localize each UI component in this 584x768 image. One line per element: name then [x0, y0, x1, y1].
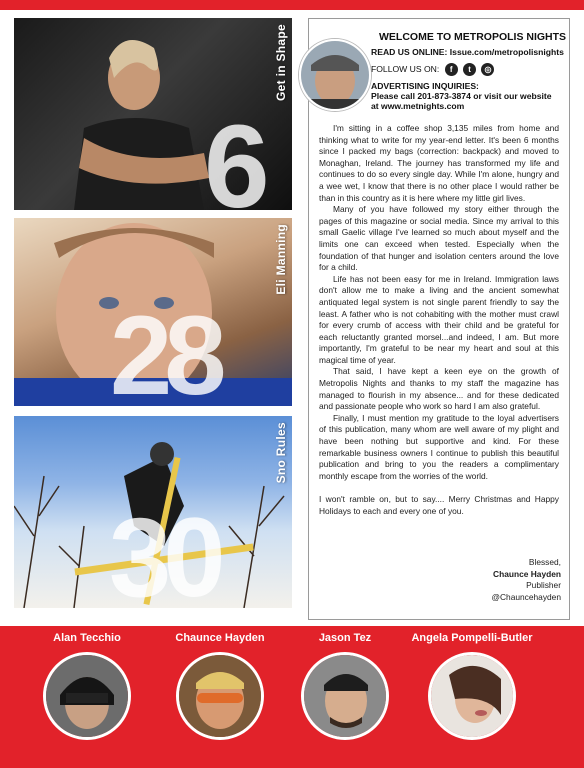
contributor-avatar — [176, 652, 264, 740]
letter-closing: I won't ramble on, but to say.... Merry Christmas and Happy Holidays to each and every one of you. — [319, 494, 559, 516]
signer-handle[interactable]: @Chauncehayden — [491, 591, 561, 602]
signer-name: Chaunce Hayden — [493, 568, 561, 579]
top-red-strip — [0, 0, 584, 10]
read-online-label: READ US ONLINE: — [371, 47, 448, 57]
letter-paragraph: I'm sitting in a coffee shop 3,135 miles from home and thinking what to write for my year-end letter. It's been 6 months since I packed my bags (correction: backpack) and moved to Monaghan, Ireland. The journey has transformed my life and continues to do so every single day. While I'm alone, hungry and a wee wet, I know that there is no other place I would rather be than in this country as it is here where my little girl lives. — [319, 123, 559, 203]
cover-label: Sno Rules — [274, 422, 288, 484]
contributor-name: Angela Pompelli-Butler — [411, 632, 533, 644]
advertising-label: ADVERTISING INQUIRIES: — [371, 81, 479, 91]
advertising-line-2[interactable]: at www.metnights.com — [371, 101, 465, 111]
cover-number: 28 — [110, 293, 219, 406]
sign-off: Blessed, — [528, 557, 561, 567]
cover-number: 30 — [109, 495, 218, 608]
follow-line — [371, 63, 494, 76]
instagram-icon[interactable]: ◎ — [481, 63, 494, 76]
letter-title: WELCOME TO METROPOLIS NIGHTS — [379, 31, 567, 43]
cover-photo-sno-rules[interactable] — [14, 416, 292, 608]
publisher-avatar — [299, 39, 371, 111]
read-online-link[interactable]: Issue.com/metropolisnights — [449, 47, 564, 57]
cover-photo-eli-manning[interactable] — [14, 218, 292, 406]
cover-label: Get in Shape — [274, 24, 288, 101]
letter-body — [319, 123, 559, 518]
contributors-bar — [0, 626, 584, 768]
letter-paragraph: Finally, I must mention my gratitude to the loyal advertisers of this publication, many whom are well aware of my plight and have been nothing but supportive and kind. For these remarkable business owners I continue to publish this beautiful publication and bring to you the readers a complimentary monthly escape from the worries of the world. — [319, 412, 559, 481]
contributor-avatar — [301, 652, 389, 740]
advertising-block — [371, 81, 552, 111]
contributor-name: Chaunce Hayden — [175, 632, 265, 644]
letter-paragraph: Many of you have followed my story either through the pages of this magazine or social media. Since my arrival to this small Gaelic village I've learned so much about myself and the limits one can exceed when tested. Especially when the foundation of that hunger and isolation centers around the love for a child. — [319, 204, 559, 273]
letter-paragraph: That said, I have kept a keen eye on the growth of Metropolis Nights and thanks to my staff the magazine has managed to flourish in my absence... and for these dedicated and passionate people who work so hard I am also grateful. — [319, 366, 559, 412]
read-online-line — [371, 47, 564, 57]
cover-label: Eli Manning — [274, 224, 288, 295]
signer-title: Publisher — [526, 580, 561, 591]
contributor-avatar — [428, 652, 516, 740]
cover-photo-get-in-shape[interactable] — [14, 18, 292, 210]
cover-number: 6 — [204, 101, 262, 210]
signature-block — [491, 557, 561, 603]
contributor-name: Alan Tecchio — [53, 632, 121, 644]
publisher-letter — [308, 18, 570, 620]
contributor-avatar — [43, 652, 131, 740]
twitter-icon[interactable]: t — [463, 63, 476, 76]
follow-label: FOLLOW US ON: — [371, 63, 440, 74]
facebook-icon[interactable]: f — [445, 63, 458, 76]
letter-paragraph: Life has not been easy for me in Ireland. Immigration laws don't allow me to make a living and the ancient somewhat antiquated legal system is not single parent friendly to say the least. A father who is not cohabiting with the mother must crawl for every crumb of access with their child and be grateful for each reluctantly granted morsel...and indeed, I am. But more importantly, I'm grateful to be near my heart and soul at this magical time of year. — [319, 273, 559, 365]
contributor-name: Jason Tez — [318, 632, 372, 644]
advertising-line-1: Please call 201-873-3874 or visit our website — [371, 91, 552, 101]
